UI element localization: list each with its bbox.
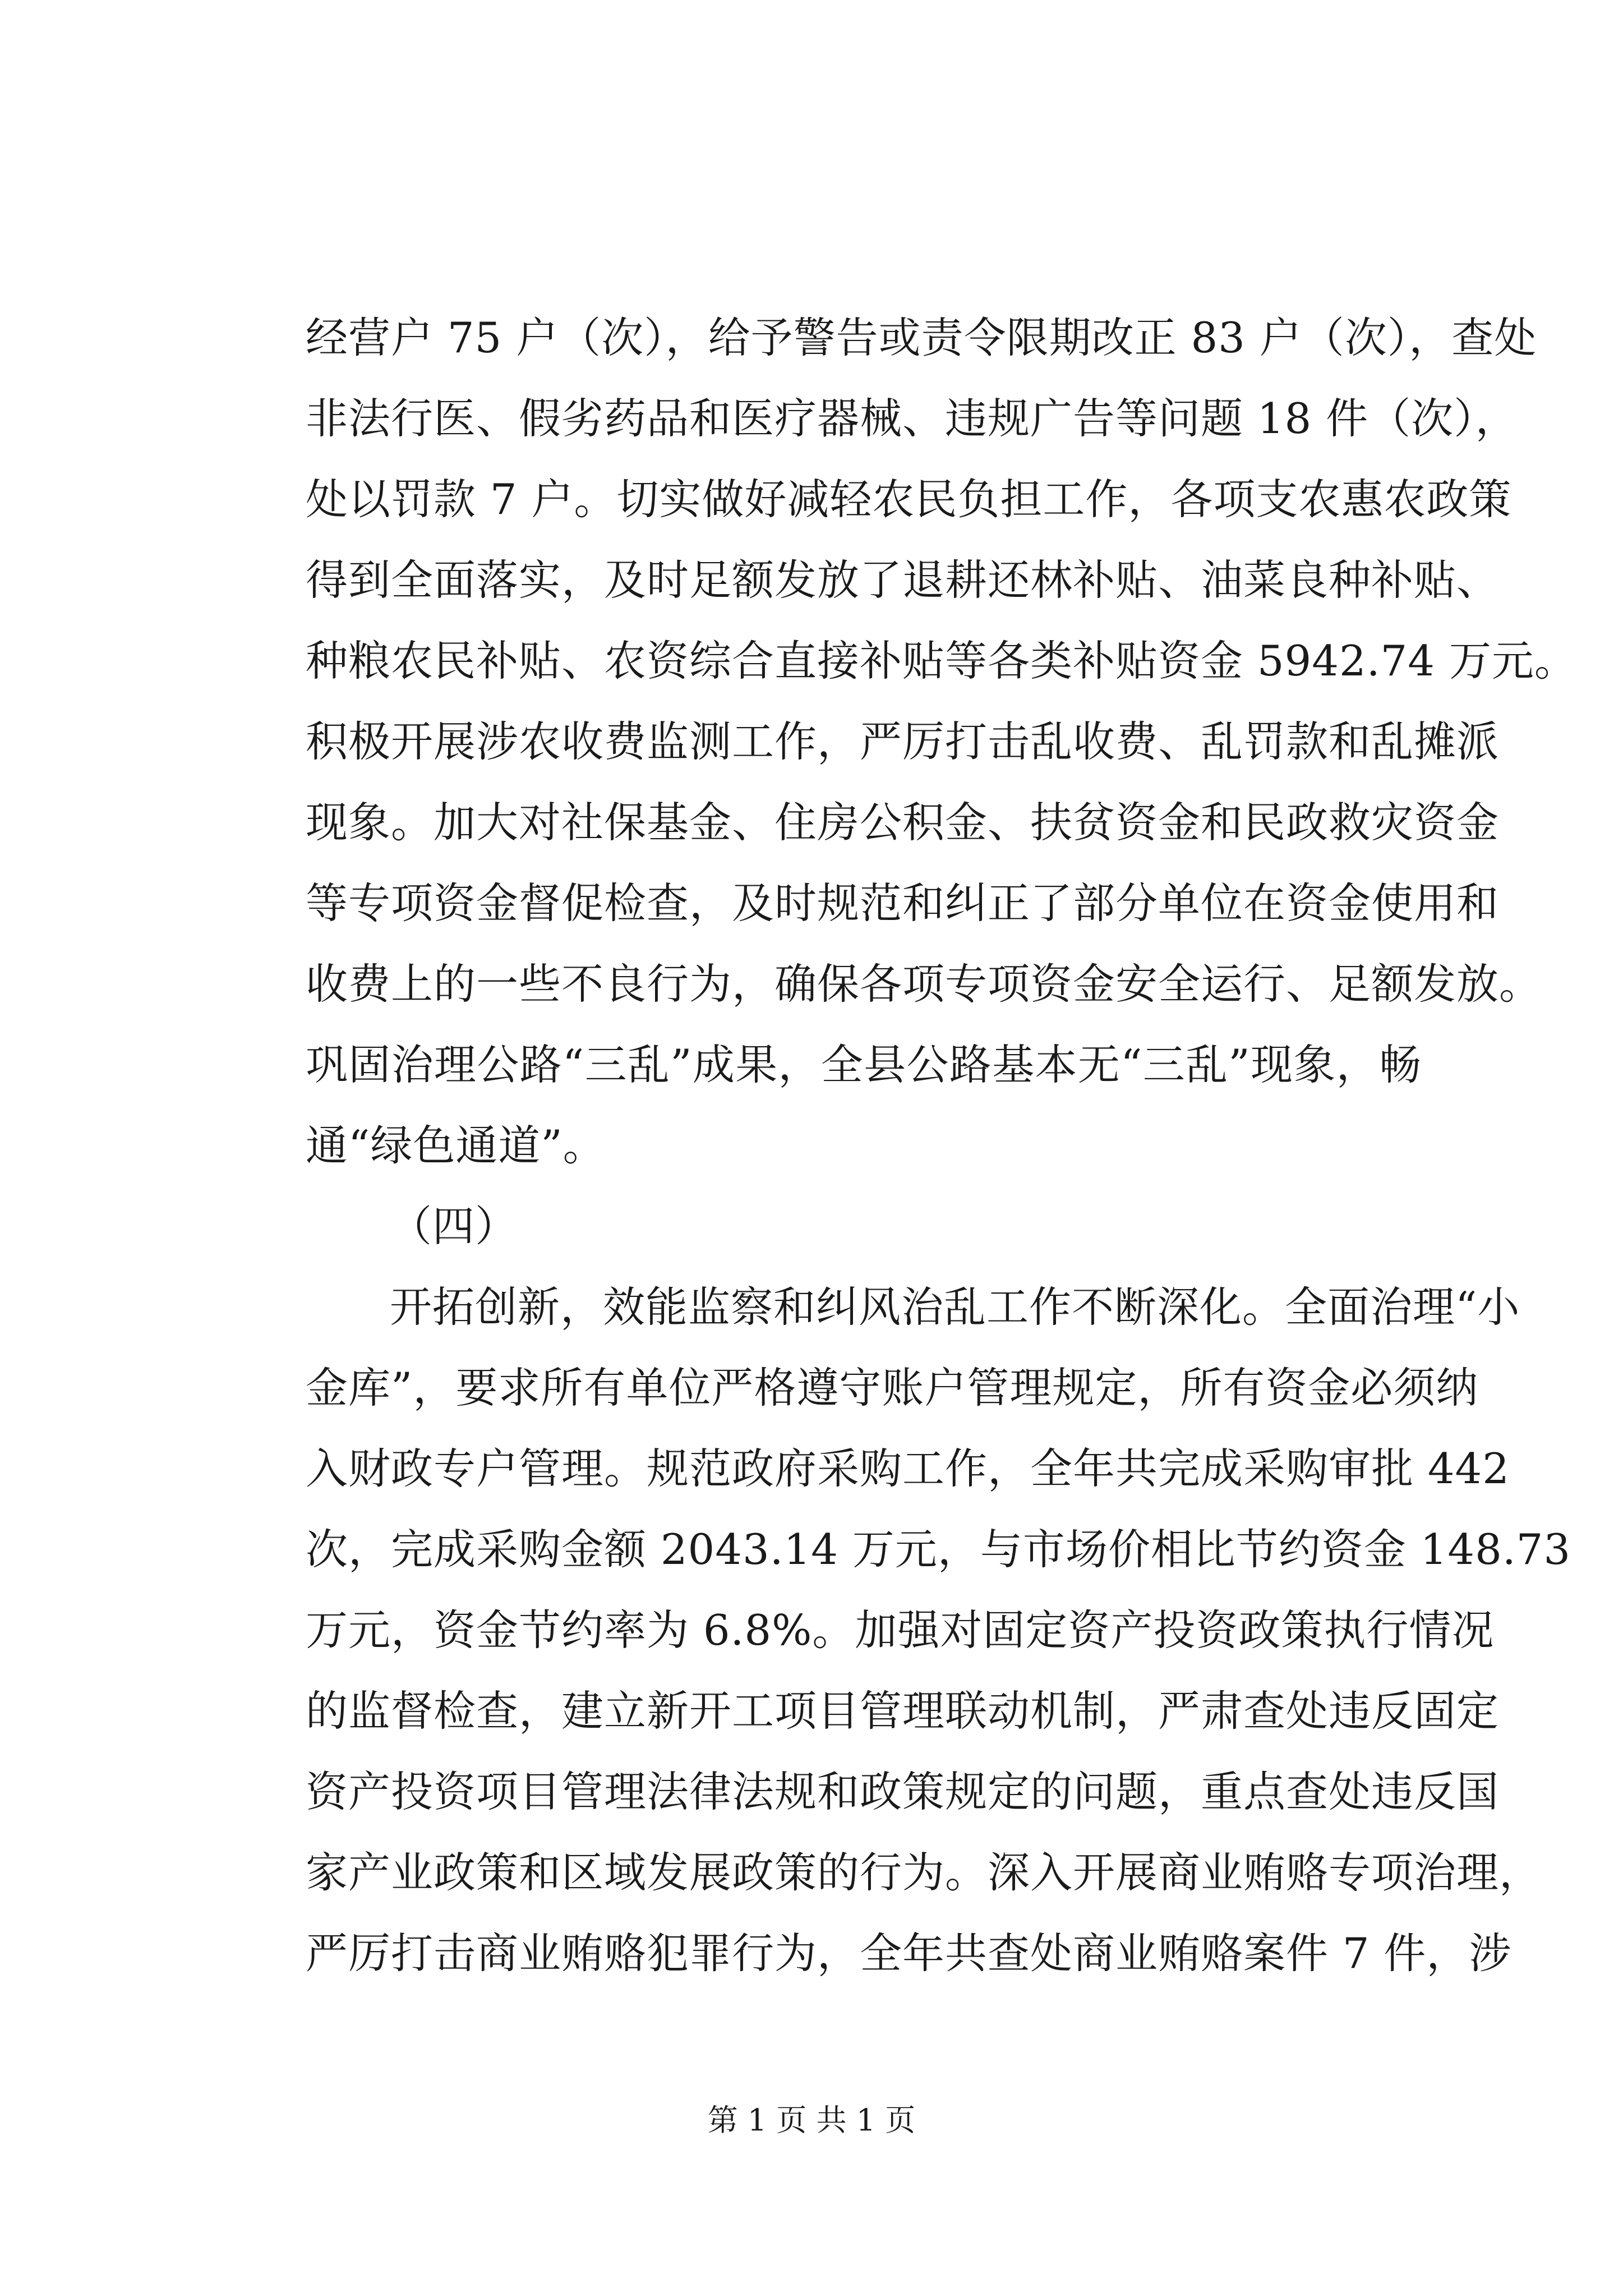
text-line: 的监督检查，建立新开工项目管理联动机制，严肃查处违反固定 xyxy=(306,1686,1500,1736)
text-line: 通“绿色通道”。 xyxy=(306,1121,606,1170)
text-line: 严厉打击商业贿赂犯罪行为，全年共查处商业贿赂案件 7 件，涉 xyxy=(306,1929,1512,1978)
text-line: 种粮农民补贴、农资综合直接补贴等各类补贴资金 5942.74 万元。 xyxy=(306,636,1577,685)
text-line: 家产业政策和区域发展政策的行为。深入开展商业贿赂专项治理， xyxy=(306,1848,1542,1897)
paragraph-first-line xyxy=(306,1267,1520,1347)
text-line: 经营户 75 户（次），给予警告或责令限期改正 83 户（次），查处 xyxy=(306,313,1537,362)
text-line: 次，完成采购金额 2043.14 万元，与市场价相比节约资金 148.73 xyxy=(306,1525,1571,1574)
text-line: 入财政专户管理。规范政府采购工作，全年共完成采购审批 442 xyxy=(306,1444,1510,1493)
text-line: 万元，资金节约率为 6.8%。加强对固定资产投资政策执行情况 xyxy=(306,1605,1495,1655)
body-text xyxy=(306,297,1577,1994)
text-line: 现象。加大对社保基金、住房公积金、扶贫资金和民政救灾资金 xyxy=(306,798,1500,847)
text-line: 开拓创新，效能监察和纠风治乱工作不断深化。全面治理“小 xyxy=(390,1282,1520,1332)
page-footer: 第 1 页 共 1 页 xyxy=(707,2102,916,2138)
text-line: 巩固治理公路“三乱”成果，全县公路基本无“三乱”现象，畅 xyxy=(306,1040,1422,1089)
text-line: 金库”，要求所有单位严格遵守账户管理规定，所有资金必须纳 xyxy=(306,1363,1479,1412)
text-line: 处以罚款 7 户。切实做好减轻农民负担工作，各项支农惠农政策 xyxy=(306,475,1512,524)
text-line: 积极开展涉农收费监测工作，严厉打击乱收费、乱罚款和乱摊派 xyxy=(306,717,1500,766)
text-line: 资产投资项目管理法律法规和政策规定的问题，重点查处违反国 xyxy=(306,1767,1500,1816)
text-line: 非法行医、假劣药品和医疗器械、违规广告等问题 18 件（次）， xyxy=(306,394,1518,443)
text-line: 等专项资金督促检查，及时规范和纠正了部分单位在资金使用和 xyxy=(306,878,1500,928)
text-line: 得到全面落实，及时足额发放了退耕还林补贴、油菜良种补贴、 xyxy=(306,555,1500,605)
text-line: 收费上的一些不良行为，确保各项专项资金安全运行、足额发放。 xyxy=(306,959,1542,1009)
section-heading: （四） xyxy=(390,1202,518,1251)
